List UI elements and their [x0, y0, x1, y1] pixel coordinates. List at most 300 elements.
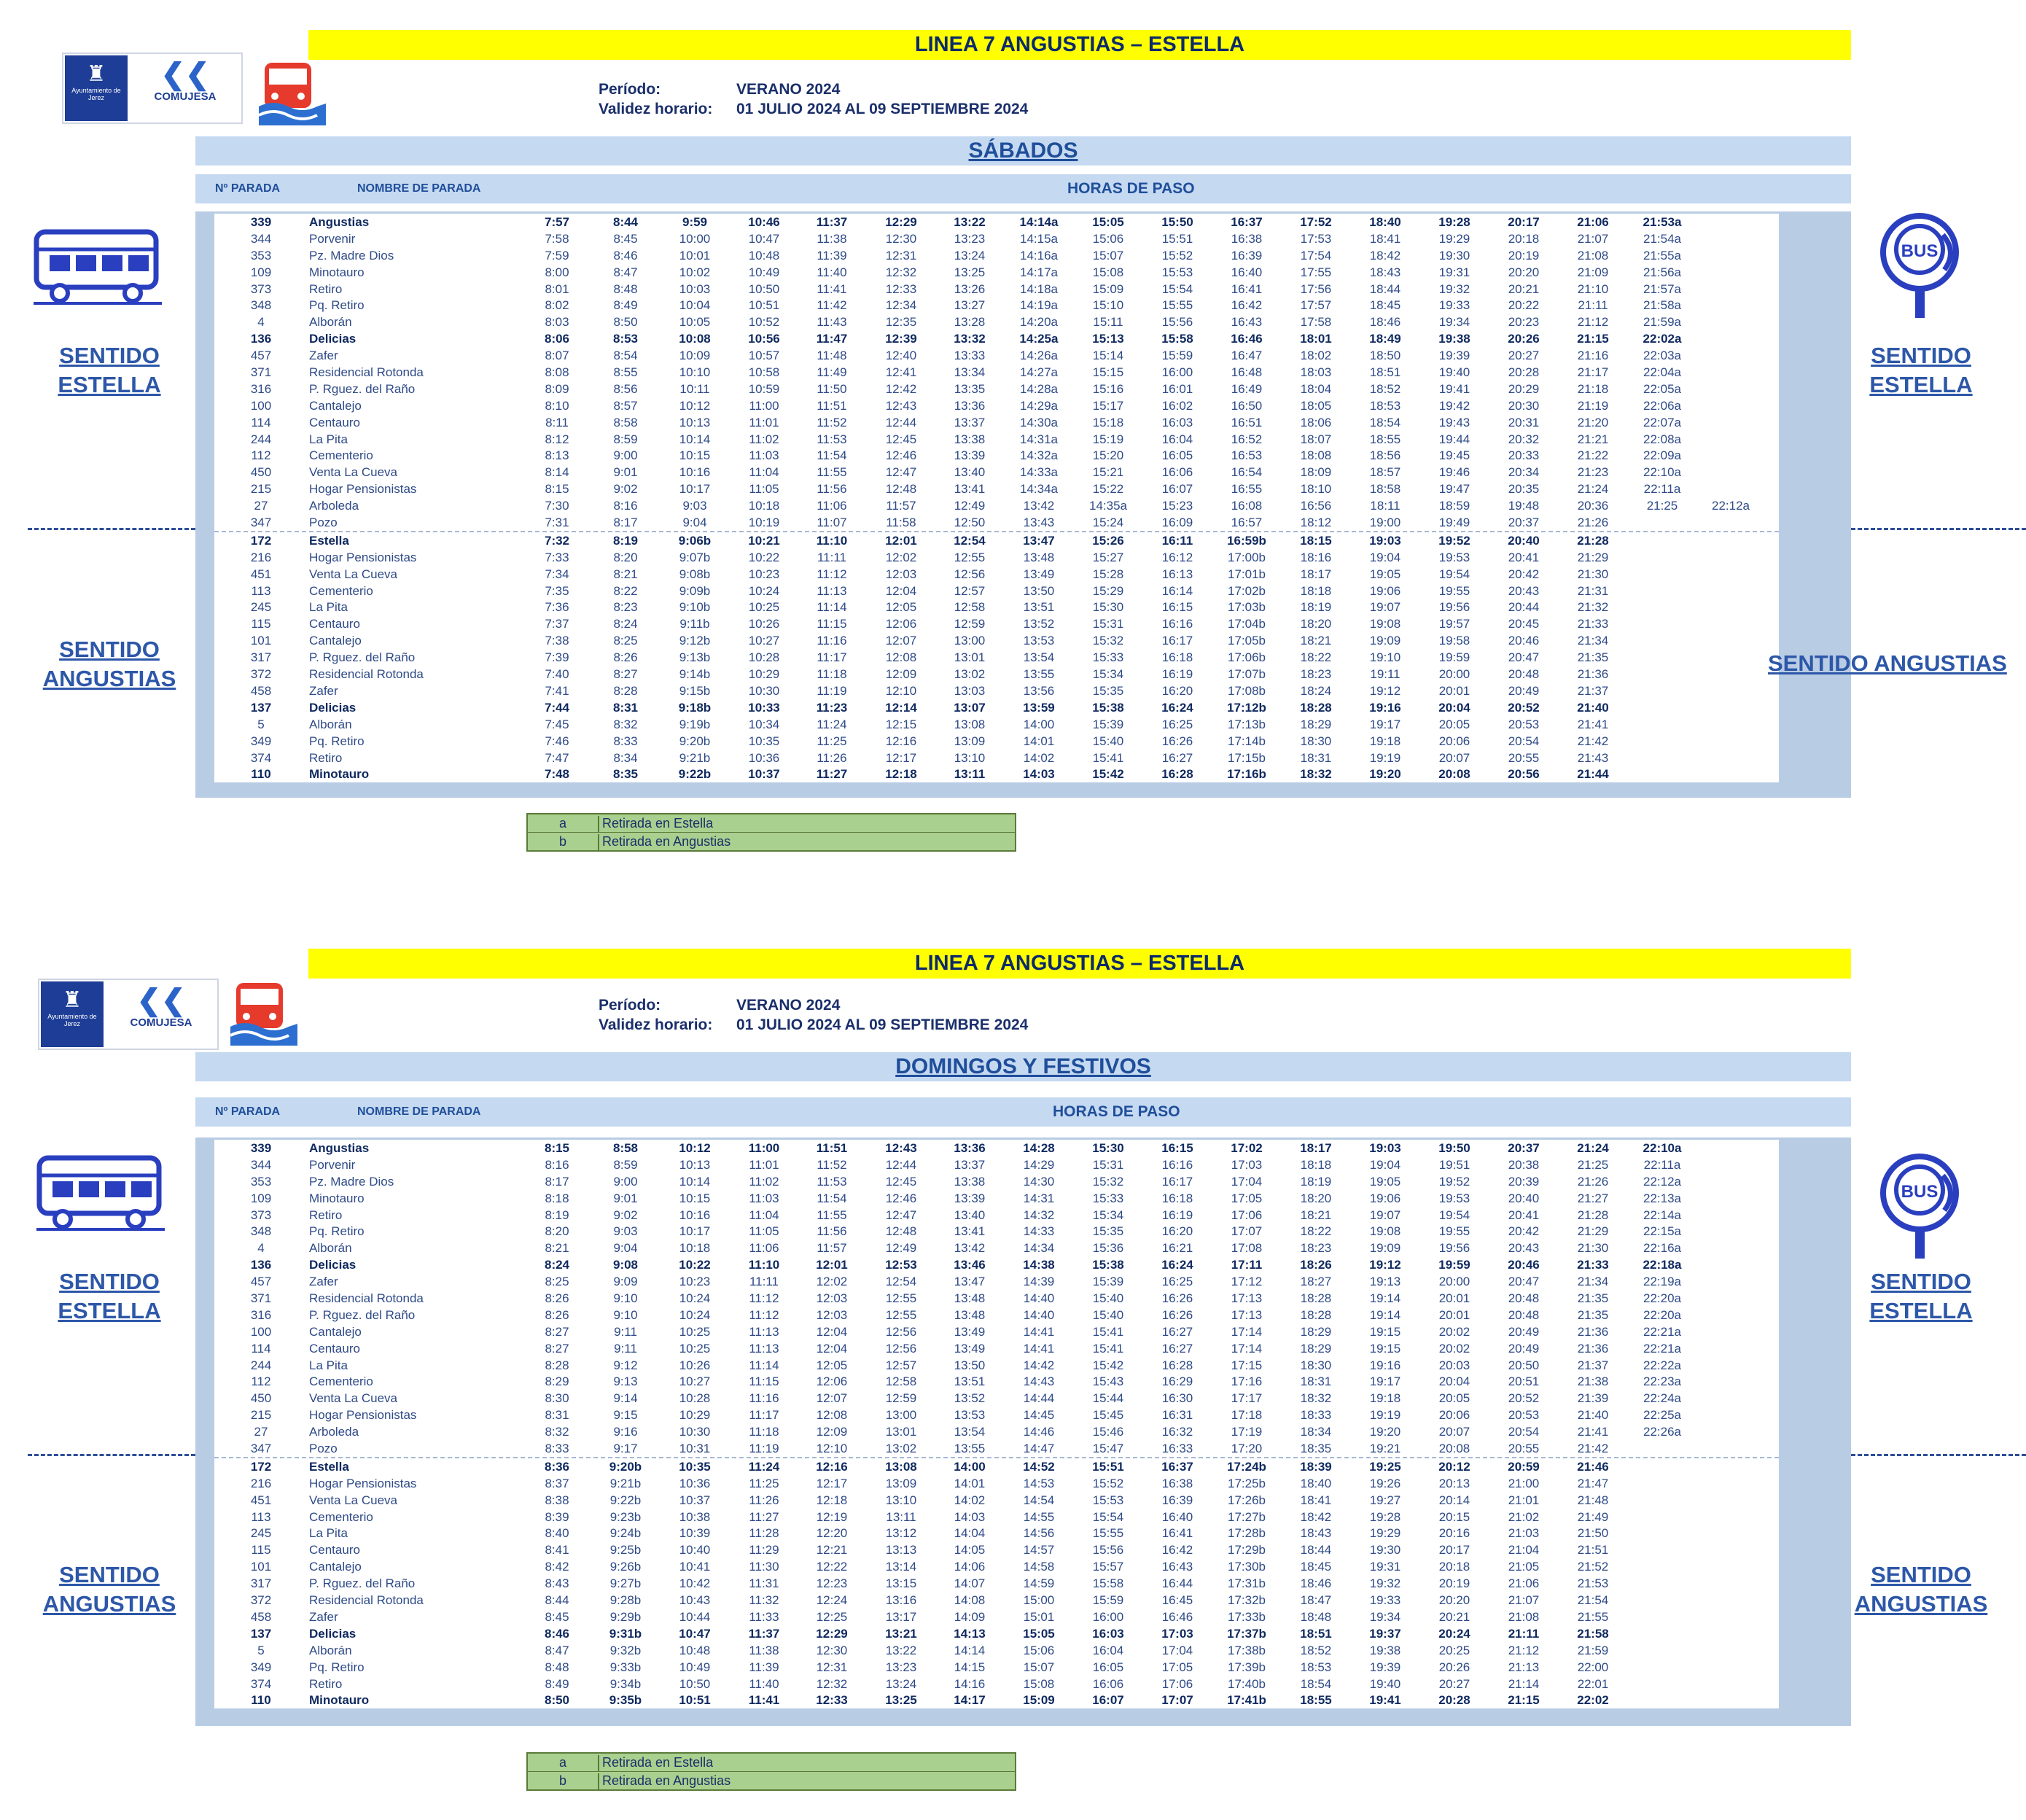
time-cell: 13:55	[954, 1442, 986, 1456]
time-cell: 12:45	[885, 432, 917, 446]
time-cell: 11:19	[749, 1442, 779, 1456]
time-cell: 21:29	[1577, 1224, 1609, 1239]
time-cell: 13:24	[954, 248, 986, 262]
time-cell: 19:48	[1508, 499, 1540, 513]
time-cell: 20:46	[1508, 634, 1540, 648]
time-cell: 7:44	[544, 700, 570, 715]
legend	[526, 813, 1016, 852]
time-cell: 14:14a	[1019, 215, 1059, 229]
time-cell: 11:49	[817, 365, 847, 380]
time-cell: 20:28	[1508, 365, 1540, 380]
time-cell: 15:56	[1092, 1543, 1124, 1558]
time-cell: 10:43	[679, 1593, 711, 1608]
time-cell: 20:41	[1508, 550, 1540, 564]
time-cell: 14:29	[1023, 1157, 1055, 1172]
time-cell: 11:37	[816, 215, 848, 229]
time-cell: 16:20	[1161, 1224, 1193, 1239]
time-cell: 8:12	[545, 432, 569, 446]
stop-name: Delicias	[309, 332, 357, 346]
time-cell: 12:54	[885, 1275, 917, 1289]
time-cell: 12:31	[816, 1660, 848, 1674]
time-cell: 18:17	[1300, 567, 1332, 581]
stop-name: Cantalejo	[309, 398, 362, 413]
time-cell: 10:51	[748, 298, 780, 313]
stop-number: 109	[250, 1191, 272, 1205]
time-cell: 18:05	[1300, 398, 1332, 413]
legend-key: b	[528, 834, 599, 850]
time-cell: 21:42	[1577, 734, 1609, 748]
time-cell: 13:33	[954, 349, 986, 363]
table-row	[214, 1592, 1779, 1609]
time-cell: 10:25	[748, 600, 780, 615]
table-row	[214, 397, 1779, 414]
time-cell: 8:58	[612, 1141, 639, 1155]
time-cell: 10:14	[679, 432, 711, 446]
stop-name: Centauro	[309, 1341, 360, 1356]
time-cell: 14:59	[1023, 1576, 1055, 1591]
time-cell: 10:10	[679, 365, 711, 380]
time-cell: 16:05	[1092, 1660, 1124, 1674]
day-title: DOMINGOS Y FESTIVOS	[195, 1052, 1851, 1081]
time-cell: 16:38	[1161, 1476, 1193, 1490]
time-cell: 17:05	[1161, 1660, 1193, 1674]
time-cell: 18:40	[1369, 215, 1401, 229]
time-cell: 11:52	[817, 415, 847, 429]
stop-name: P. Rguez. del Raño	[309, 381, 416, 396]
time-cell: 9:04	[613, 1241, 638, 1256]
table-row	[214, 1323, 1779, 1340]
time-cell: 21:35	[1577, 1291, 1609, 1306]
stop-number: 457	[250, 349, 272, 363]
time-cell: 10:17	[679, 482, 711, 497]
stop-name: Residencial Rotonda	[309, 1291, 424, 1306]
time-cell: 15:39	[1092, 717, 1124, 731]
time-cell: 7:47	[545, 750, 569, 765]
time-cell: 19:42	[1438, 398, 1470, 413]
time-cell: 10:42	[679, 1576, 711, 1591]
time-cell: 14:01	[1023, 734, 1055, 748]
time-cell: 18:53	[1300, 1660, 1332, 1674]
time-cell: 13:23	[954, 231, 986, 246]
time-cell: 8:38	[545, 1493, 569, 1507]
time-cell: 17:29b	[1228, 1543, 1266, 1558]
time-cell: 14:09	[954, 1609, 986, 1624]
time-cell: 16:39	[1231, 248, 1263, 262]
time-cell: 11:55	[817, 465, 847, 480]
time-cell: 12:44	[885, 1157, 917, 1172]
stop-name: Minotauro	[309, 767, 370, 782]
time-cell: 20:53	[1508, 1408, 1540, 1423]
stop-number: 5	[257, 717, 265, 731]
time-cell: 21:54	[1577, 1593, 1609, 1608]
time-cell: 10:14	[679, 1174, 711, 1189]
table-row	[214, 1625, 1779, 1642]
time-cell: 15:38	[1092, 700, 1124, 715]
crest-icon: ♜	[62, 988, 82, 1012]
table-row	[214, 1492, 1779, 1509]
time-cell: 9:06b	[678, 533, 712, 548]
stop-number: 100	[250, 398, 272, 413]
time-cell: 8:57	[613, 398, 638, 413]
time-cell: 18:58	[1369, 482, 1401, 497]
time-cell: 16:14	[1161, 583, 1193, 598]
time-cell: 12:54	[954, 533, 986, 548]
time-cell: 18:16	[1300, 550, 1332, 564]
time-cell: 8:47	[613, 265, 638, 279]
stop-number: 101	[250, 1560, 272, 1574]
time-cell: 12:06	[885, 617, 917, 631]
sentido-angustias-left	[29, 1560, 190, 1619]
time-cell: 9:20b	[679, 734, 711, 748]
stop-name: Cementerio	[309, 1374, 373, 1389]
time-cell: 20:21	[1508, 281, 1540, 296]
time-cell: 21:32	[1577, 600, 1609, 615]
time-cell: 20:41	[1508, 1208, 1540, 1222]
time-cell: 11:13	[817, 583, 847, 598]
stop-number: 450	[250, 465, 272, 480]
time-cell: 9:11b	[679, 617, 710, 631]
time-cell: 16:24	[1161, 700, 1193, 715]
time-cell: 15:07	[1023, 1660, 1055, 1674]
stop-name: Hogar Pensionistas	[309, 550, 417, 564]
time-cell: 17:04b	[1228, 617, 1266, 631]
time-cell: 10:16	[679, 1208, 711, 1222]
time-cell: 19:08	[1369, 1224, 1401, 1239]
time-cell: 12:56	[954, 567, 986, 581]
time-cell: 21:29	[1577, 550, 1609, 564]
time-cell: 19:04	[1369, 1157, 1401, 1172]
time-cell: 10:16	[679, 465, 711, 480]
time-cell: 10:36	[748, 750, 780, 765]
time-cell: 19:29	[1438, 231, 1470, 246]
time-cell: 16:33	[1161, 1442, 1193, 1456]
stop-name: Delicias	[309, 1626, 357, 1641]
time-cell: 13:17	[885, 1609, 917, 1624]
time-cell: 8:24	[544, 1258, 570, 1272]
time-cell: 16:57	[1231, 516, 1263, 530]
time-cell: 9:08	[612, 1258, 639, 1272]
time-cell: 11:51	[816, 1141, 848, 1155]
time-cell: 13:52	[954, 1391, 986, 1406]
time-cell: 7:48	[544, 767, 570, 782]
time-cell: 13:01	[954, 650, 986, 665]
time-cell: 10:47	[748, 231, 780, 246]
time-cell: 16:13	[1161, 567, 1193, 581]
time-cell: 11:05	[749, 482, 779, 497]
time-cell: 12:16	[885, 734, 917, 748]
time-cell: 15:30	[1092, 1141, 1124, 1155]
column-header-band	[195, 1097, 1851, 1127]
time-cell: 11:51	[817, 398, 847, 413]
table-row	[214, 1525, 1779, 1541]
time-cell: 18:15	[1300, 533, 1332, 548]
time-cell: 15:26	[1092, 533, 1124, 548]
legend	[526, 1752, 1016, 1791]
time-cell: 9:27b	[609, 1576, 642, 1591]
time-cell: 20:26	[1438, 1660, 1470, 1674]
time-cell: 14:53	[1023, 1476, 1055, 1490]
time-cell: 11:38	[817, 231, 847, 246]
time-cell: 10:33	[748, 700, 780, 715]
stop-name: Pozo	[309, 516, 338, 530]
time-cell: 9:12	[613, 1358, 638, 1372]
time-cell: 15:58	[1092, 1576, 1124, 1591]
time-cell: 10:22	[679, 1258, 711, 1272]
time-cell: 21:40	[1577, 1408, 1609, 1423]
time-cell: 8:09	[545, 381, 569, 396]
time-cell: 16:47	[1231, 349, 1263, 363]
time-cell: 17:13	[1231, 1307, 1263, 1322]
time-cell: 20:26	[1508, 332, 1540, 346]
time-cell: 11:57	[817, 1241, 847, 1256]
time-cell: 7:37	[545, 617, 569, 631]
time-cell: 13:10	[885, 1493, 917, 1507]
time-cell: 18:17	[1300, 1141, 1332, 1155]
divider-left	[28, 528, 195, 530]
time-cell: 21:28	[1577, 1208, 1609, 1222]
time-cell: 7:58	[545, 231, 569, 246]
time-cell: 15:10	[1092, 298, 1124, 313]
time-cell: 19:55	[1438, 1224, 1470, 1239]
time-cell: 13:47	[954, 1275, 986, 1289]
time-cell: 16:42	[1231, 298, 1263, 313]
table-row	[214, 481, 1779, 497]
time-cell: 8:49	[545, 1676, 569, 1691]
time-cell: 21:18	[1577, 381, 1609, 396]
time-cell: 22:18a	[1643, 1258, 1682, 1272]
time-cell: 12:25	[816, 1609, 848, 1624]
time-cell: 16:02	[1161, 398, 1193, 413]
time-cell: 14:33a	[1020, 465, 1058, 480]
time-cell: 11:27	[816, 767, 848, 782]
time-cell: 18:43	[1369, 265, 1401, 279]
table-row	[214, 716, 1779, 733]
time-cell: 18:18	[1300, 1157, 1332, 1172]
time-cell: 15:40	[1092, 1307, 1124, 1322]
table-row	[214, 699, 1779, 716]
time-cell: 18:48	[1300, 1609, 1332, 1624]
legend-value: Retirada en Angustias	[602, 834, 731, 849]
time-cell: 21:48	[1577, 1493, 1609, 1507]
time-cell: 10:15	[679, 448, 711, 463]
time-cell: 9:23b	[609, 1509, 642, 1524]
time-cell: 12:04	[816, 1341, 848, 1356]
time-cell: 20:54	[1508, 1425, 1540, 1439]
time-cell: 12:30	[885, 231, 917, 246]
time-cell: 22:21a	[1643, 1324, 1681, 1339]
time-cell: 19:38	[1369, 1643, 1401, 1657]
stop-name: Residencial Rotonda	[309, 1593, 424, 1608]
time-cell: 18:30	[1300, 734, 1332, 748]
svg-text:BUS: BUS	[1901, 1182, 1939, 1202]
time-cell: 13:15	[885, 1576, 917, 1591]
stop-name: Pq. Retiro	[309, 1660, 365, 1674]
time-cell: 19:11	[1370, 667, 1400, 682]
time-cell: 19:31	[1369, 1560, 1401, 1574]
time-cell: 12:33	[816, 1693, 848, 1708]
time-cell: 14:00	[954, 1459, 986, 1474]
time-cell: 13:37	[954, 415, 986, 429]
time-cell: 10:19	[748, 516, 780, 530]
time-cell: 11:12	[817, 567, 847, 581]
time-cell: 15:53	[1161, 265, 1193, 279]
time-cell: 17:06b	[1228, 650, 1266, 665]
time-cell: 21:08	[1577, 248, 1609, 262]
time-cell: 21:42	[1577, 1442, 1609, 1456]
table-row	[214, 1692, 1779, 1708]
periodo-value: VERANO 2024	[736, 81, 841, 98]
time-cell: 14:44	[1023, 1391, 1055, 1406]
time-cell: 11:16	[749, 1391, 779, 1406]
stop-name: Venta La Cueva	[309, 1391, 397, 1406]
time-cell: 12:17	[885, 750, 917, 765]
time-cell: 10:39	[679, 1526, 711, 1541]
time-cell: 15:23	[1161, 499, 1193, 513]
table-row	[214, 766, 1779, 782]
time-cell: 13:41	[954, 1224, 986, 1239]
time-cell: 16:06	[1092, 1676, 1124, 1691]
time-cell: 14:43	[1023, 1374, 1055, 1389]
sentido-word: SENTIDO	[59, 1562, 160, 1587]
time-cell: 13:42	[1023, 499, 1055, 513]
time-cell: 14:28	[1023, 1141, 1055, 1155]
table-row	[214, 750, 1779, 766]
time-cell: 21:22	[1577, 448, 1609, 463]
time-cell: 14:19a	[1020, 298, 1058, 313]
time-cell: 20:01	[1438, 683, 1470, 698]
time-cell: 19:00	[1369, 516, 1401, 530]
time-cell: 9:02	[613, 1208, 638, 1222]
time-cell: 21:59	[1577, 1643, 1609, 1657]
time-cell: 20:54	[1508, 734, 1540, 748]
time-cell: 20:01	[1438, 1291, 1470, 1306]
time-cell: 15:52	[1092, 1476, 1124, 1490]
time-cell: 20:46	[1508, 1258, 1540, 1272]
time-cell: 11:03	[749, 1191, 779, 1205]
time-cell: 15:59	[1161, 349, 1193, 363]
time-cell: 19:37	[1369, 1626, 1401, 1641]
time-cell: 10:13	[679, 1157, 711, 1172]
time-cell: 15:07	[1092, 248, 1124, 262]
time-cell: 22:25a	[1643, 1408, 1681, 1423]
time-cell: 13:25	[885, 1693, 917, 1708]
time-cell: 19:16	[1369, 700, 1401, 715]
time-cell: 15:28	[1092, 567, 1124, 581]
divider-right	[1851, 1454, 2026, 1456]
time-cell: 19:44	[1438, 432, 1470, 446]
time-cell: 19:30	[1369, 1543, 1401, 1558]
time-cell: 16:42	[1161, 1543, 1193, 1558]
time-cell: 11:04	[749, 465, 779, 480]
time-cell: 10:49	[748, 265, 780, 279]
time-cell: 18:27	[1300, 1275, 1332, 1289]
time-cell: 18:57	[1369, 465, 1401, 480]
time-cell: 19:18	[1369, 734, 1401, 748]
time-cell: 11:11	[749, 1275, 779, 1289]
time-cell: 9:24b	[609, 1526, 642, 1541]
time-cell: 9:15b	[679, 683, 711, 698]
time-cell: 18:32	[1300, 1391, 1332, 1406]
time-cell: 22:12a	[1712, 499, 1750, 513]
stop-number: 451	[250, 1493, 272, 1507]
stop-name: Pq. Retiro	[309, 298, 365, 313]
time-cell: 22:09a	[1643, 448, 1681, 463]
time-cell: 9:14	[613, 1391, 638, 1406]
time-cell: 14:01	[954, 1476, 986, 1490]
time-cell: 19:52	[1438, 1174, 1470, 1189]
time-cell: 19:59	[1438, 1258, 1470, 1272]
time-cell: 8:33	[613, 734, 638, 748]
time-cell: 11:10	[816, 533, 848, 548]
time-cell: 9:01	[613, 1191, 638, 1205]
logo-group	[38, 979, 219, 1050]
time-cell: 22:10a	[1643, 465, 1681, 480]
stop-name: Centauro	[309, 415, 360, 429]
time-cell: 18:26	[1300, 1258, 1332, 1272]
time-cell: 14:16a	[1020, 248, 1058, 262]
time-cell: 21:53	[1577, 1576, 1609, 1591]
table-row	[214, 733, 1779, 750]
time-cell: 17:07	[1231, 1224, 1263, 1239]
time-cell: 20:56	[1508, 767, 1540, 782]
time-cell: 14:35a	[1089, 499, 1127, 513]
time-cell: 14:41	[1023, 1324, 1055, 1339]
time-cell: 11:07	[817, 516, 847, 530]
time-cell: 15:44	[1092, 1391, 1124, 1406]
svg-text:BUS: BUS	[1901, 241, 1939, 261]
time-cell: 11:10	[748, 1258, 780, 1272]
time-cell: 14:00	[1023, 717, 1055, 731]
table-row	[214, 1509, 1779, 1525]
legend-row	[528, 832, 1015, 850]
stop-number: 216	[250, 550, 272, 564]
time-cell: 16:26	[1161, 1291, 1193, 1306]
stop-name: La Pita	[309, 600, 348, 615]
time-cell: 17:11	[1231, 1258, 1263, 1272]
time-cell: 15:51	[1161, 231, 1193, 246]
time-cell: 13:34	[954, 365, 986, 380]
time-cell: 13:38	[954, 432, 986, 446]
sentido-estella-right	[1841, 1267, 2001, 1326]
time-cell: 17:31b	[1228, 1576, 1266, 1591]
time-cell: 20:47	[1508, 650, 1540, 665]
time-cell: 15:09	[1023, 1693, 1055, 1708]
time-cell: 17:27b	[1228, 1509, 1266, 1524]
time-cell: 16:59b	[1227, 533, 1266, 548]
stop-number: 316	[250, 381, 272, 396]
time-cell: 12:46	[885, 448, 917, 463]
time-cell: 20:36	[1577, 499, 1609, 513]
time-cell: 11:28	[749, 1526, 779, 1541]
time-cell: 8:44	[612, 215, 639, 229]
time-cell: 11:56	[817, 482, 847, 497]
stop-name: Cementerio	[309, 583, 373, 598]
time-cell: 10:58	[748, 365, 780, 380]
time-cell: 19:45	[1438, 448, 1470, 463]
time-cell: 18:54	[1369, 415, 1401, 429]
stop-number: 339	[250, 1141, 272, 1155]
time-cell: 21:01	[1508, 1493, 1540, 1507]
table-row	[214, 330, 1779, 347]
time-cell: 18:24	[1300, 683, 1332, 698]
legend-key: b	[528, 1773, 599, 1789]
time-cell: 13:08	[954, 717, 986, 731]
stop-name: Arboleda	[309, 499, 359, 513]
time-cell: 12:59	[954, 617, 986, 631]
time-cell: 13:39	[954, 1191, 986, 1205]
time-cell: 12:16	[816, 1459, 848, 1474]
time-cell: 16:52	[1231, 432, 1263, 446]
